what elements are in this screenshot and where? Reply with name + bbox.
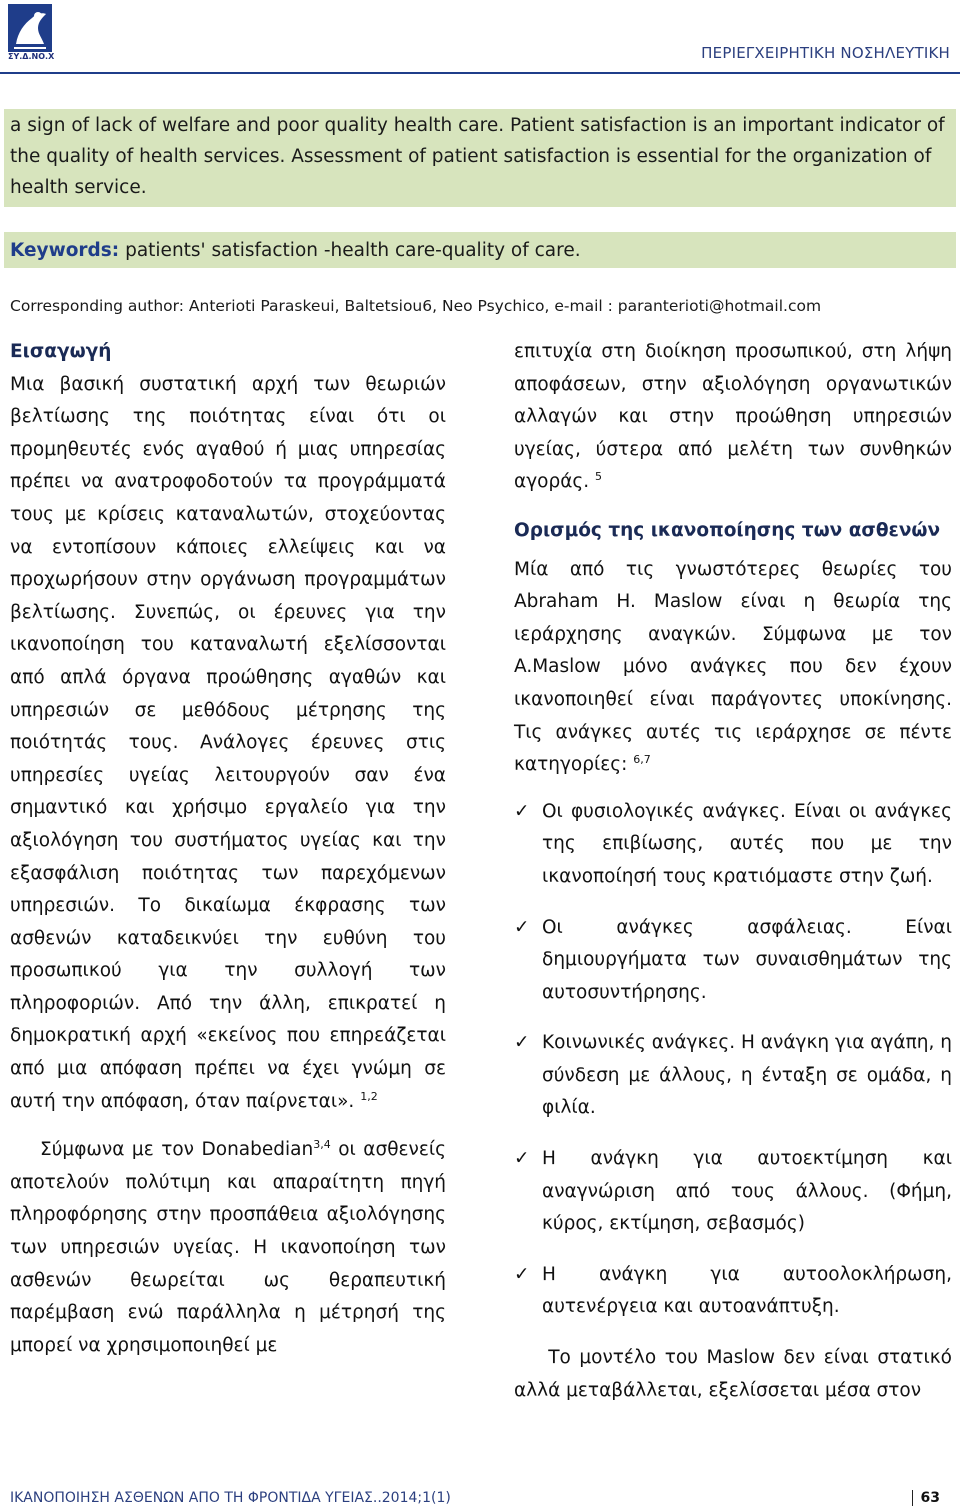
page-number: 63 — [912, 1490, 940, 1506]
abstract-box — [4, 109, 956, 207]
continuation-text: επιτυχία στη διοίκηση προσωπικού, στη λήψη αποφάσεων, στην αξιολόγηση οργανωτικών αλλαγών και στην προώθηση υπηρεσιών υγείας, ύστερα από μελέτη των συνθηκών αγοράς. — [514, 341, 952, 493]
checkmark-icon: ✓ — [514, 800, 530, 822]
list-item: ✓ Η ανάγκη για αυτοεκτίμηση και αναγνώριση από τους άλλους. (Φήμη, κύρος, εκτίμηση, σεβασμός) — [514, 1143, 952, 1241]
list-item: ✓ Οι φυσιολογικές ανάγκες. Είναι οι ανάγκες της επιβίωσης, αυτές που με την ικανοποίησή τους κρατιόμαστε στην ζωή. — [514, 796, 952, 894]
logo-text: ΣΥ.Δ.ΝΟ.Χ — [8, 52, 55, 61]
checkmark-icon: ✓ — [514, 1148, 530, 1170]
citation: 6,7 — [633, 752, 651, 766]
intro-text: Μια βασική συστατική αρχή των θεωριών βελτίωσης της ποιότητας είναι ότι οι προμηθευτές ενός αγαθού ή μιας υπηρεσίας πρέπει να ανατροφοδοτούν τα προγράμματά τους με κρίσεις καταναλωτών, στοχεύοντας να εντοπίσουν κάποιες ελλείψεις και να προχωρήσουν στην οργάνωση προγραμμάτων βελτίωσης. Συνεπώς, οι έρευνες για την ικανοποίηση του καταναλωτή εξελίσσονται από απλά όργανα προώθησης αγαθών και υπηρεσιών σε μεθόδους μέτρησης της ποιότητάς τους. Ανάλογες έρευνες στις υπηρεσίες υγείας λειτουργούν σαν ένα σημαντικό και χρήσιμο εργαλείο για την αξιολόγηση του συστήματος υγείας και την εξασφάλιση ποιότητας των παρεχόμενων υπηρεσιών. Το δικαίωμα έκφρασης των ασθενών καταδεικνύει την ευθύνη του προσωπικού για την συλλογή των πληροφοριών. Από την άλλη, επικρατεί η δημοκρατική αρχή «εκείνος που επηρεάζεται από μια απόφαση πρέπει να έχει γνώμη σε αυτή την απόφαση, όταν παίρνεται». — [10, 373, 446, 1112]
checkmark-icon: ✓ — [514, 1032, 530, 1054]
citation: 3,4 — [313, 1138, 331, 1152]
citation: 5 — [595, 470, 603, 484]
header-divider — [0, 72, 960, 74]
left-column — [10, 336, 446, 1362]
maslow-model-paragraph — [514, 1342, 952, 1407]
maslow-paragraph — [514, 554, 952, 782]
list-item: ✓ Κοινωνικές ανάγκες. Η ανάγκη για αγάπη, η σύνδεση με άλλους, η ένταξη σε ομάδα, η φιλία. — [514, 1027, 952, 1125]
section-heading-definition: Ορισμός της ικανοποίησης των ασθενών — [514, 519, 941, 541]
keywords-box — [4, 232, 956, 268]
intro-paragraph — [10, 369, 446, 1119]
maslow-text: Μία από τις γνωστότερες θεωρίες του Abraham H. Maslow είναι η θεωρία της ιεράρχησης αναγκών. Σύμφωνα με τον A.Maslow μόνο ανάγκες που δεν έχουν ικανοποιηθεί είναι παράγοντες υποκίνησης. Τις ανάγκες αυτές τις ιεράρχησε σε πέντε κατηγορίες: — [514, 558, 952, 776]
corresponding-author: Corresponding author: Anterioti Paraskeui, Baltetsiou6, Neo Psychico, e-mail : paranterioti@hotmail.com — [10, 297, 822, 315]
journal-section-title: ΠΕΡΙΕΓΧΕΙΡΗΤΙΚΗ ΝΟΣΗΛΕΥΤΙΚΗ — [701, 44, 950, 62]
maslow-model-text: Το μοντέλο του Maslow δεν είναι στατικό αλλά μεταβάλλεται, εξελίσσεται μέσα στον — [514, 1347, 953, 1401]
checkmark-icon: ✓ — [514, 1263, 530, 1285]
abstract-text: a sign of lack of welfare and poor quality health care. Patient satisfaction is an important indicator of the quality of health services. Assessment of patient satisfaction is essential for the organization of health service. — [10, 115, 945, 198]
journal-logo — [8, 4, 55, 64]
continuation-paragraph — [514, 336, 952, 499]
list-item: ✓ Η ανάγκη για αυτοολοκλήρωση, αυτενέργεια και αυτοανάπτυξη. — [514, 1259, 952, 1324]
list-item: ✓ Οι ανάγκες ασφάλειας. Είναι δημιουργήματα των συναισθημάτων της αυτοσυντήρησης. — [514, 912, 952, 1010]
checkmark-icon: ✓ — [514, 916, 530, 938]
logo-emblem-icon — [8, 4, 52, 52]
needs-list — [514, 796, 952, 1324]
donabedian-text-rest: οι ασθενείς αποτελούν πολύτιμη και απαραίτητη πηγή πληροφόρησης στην προσπάθεια αξιολόγησης των υπηρεσιών υγείας. Η ικανοποίηση των ασθενών θεωρείται ως θεραπευτική παρέμβαση ενώ παράλληλα η μέτρησή της μπορεί να χρησιμοποιηθεί με — [10, 1139, 446, 1356]
keywords-label: Keywords: — [10, 240, 120, 261]
section-heading-introduction: Εισαγωγή — [10, 341, 112, 362]
donabedian-text-start: Σύμφωνα με τον Donabedian — [40, 1139, 314, 1161]
footer-citation: ΙΚΑΝΟΠΟΙΗΣΗ ΑΣΘΕΝΩΝ ΑΠΟ ΤΗ ΦΡΟΝΤΙΔΑ ΥΓΕΙΑΣ..2014;1(1) — [10, 1490, 451, 1506]
keywords-text: patients' satisfaction -health care-quality of care. — [119, 240, 581, 261]
right-column — [514, 336, 952, 1407]
citation: 1,2 — [360, 1089, 378, 1103]
donabedian-paragraph — [10, 1134, 446, 1362]
